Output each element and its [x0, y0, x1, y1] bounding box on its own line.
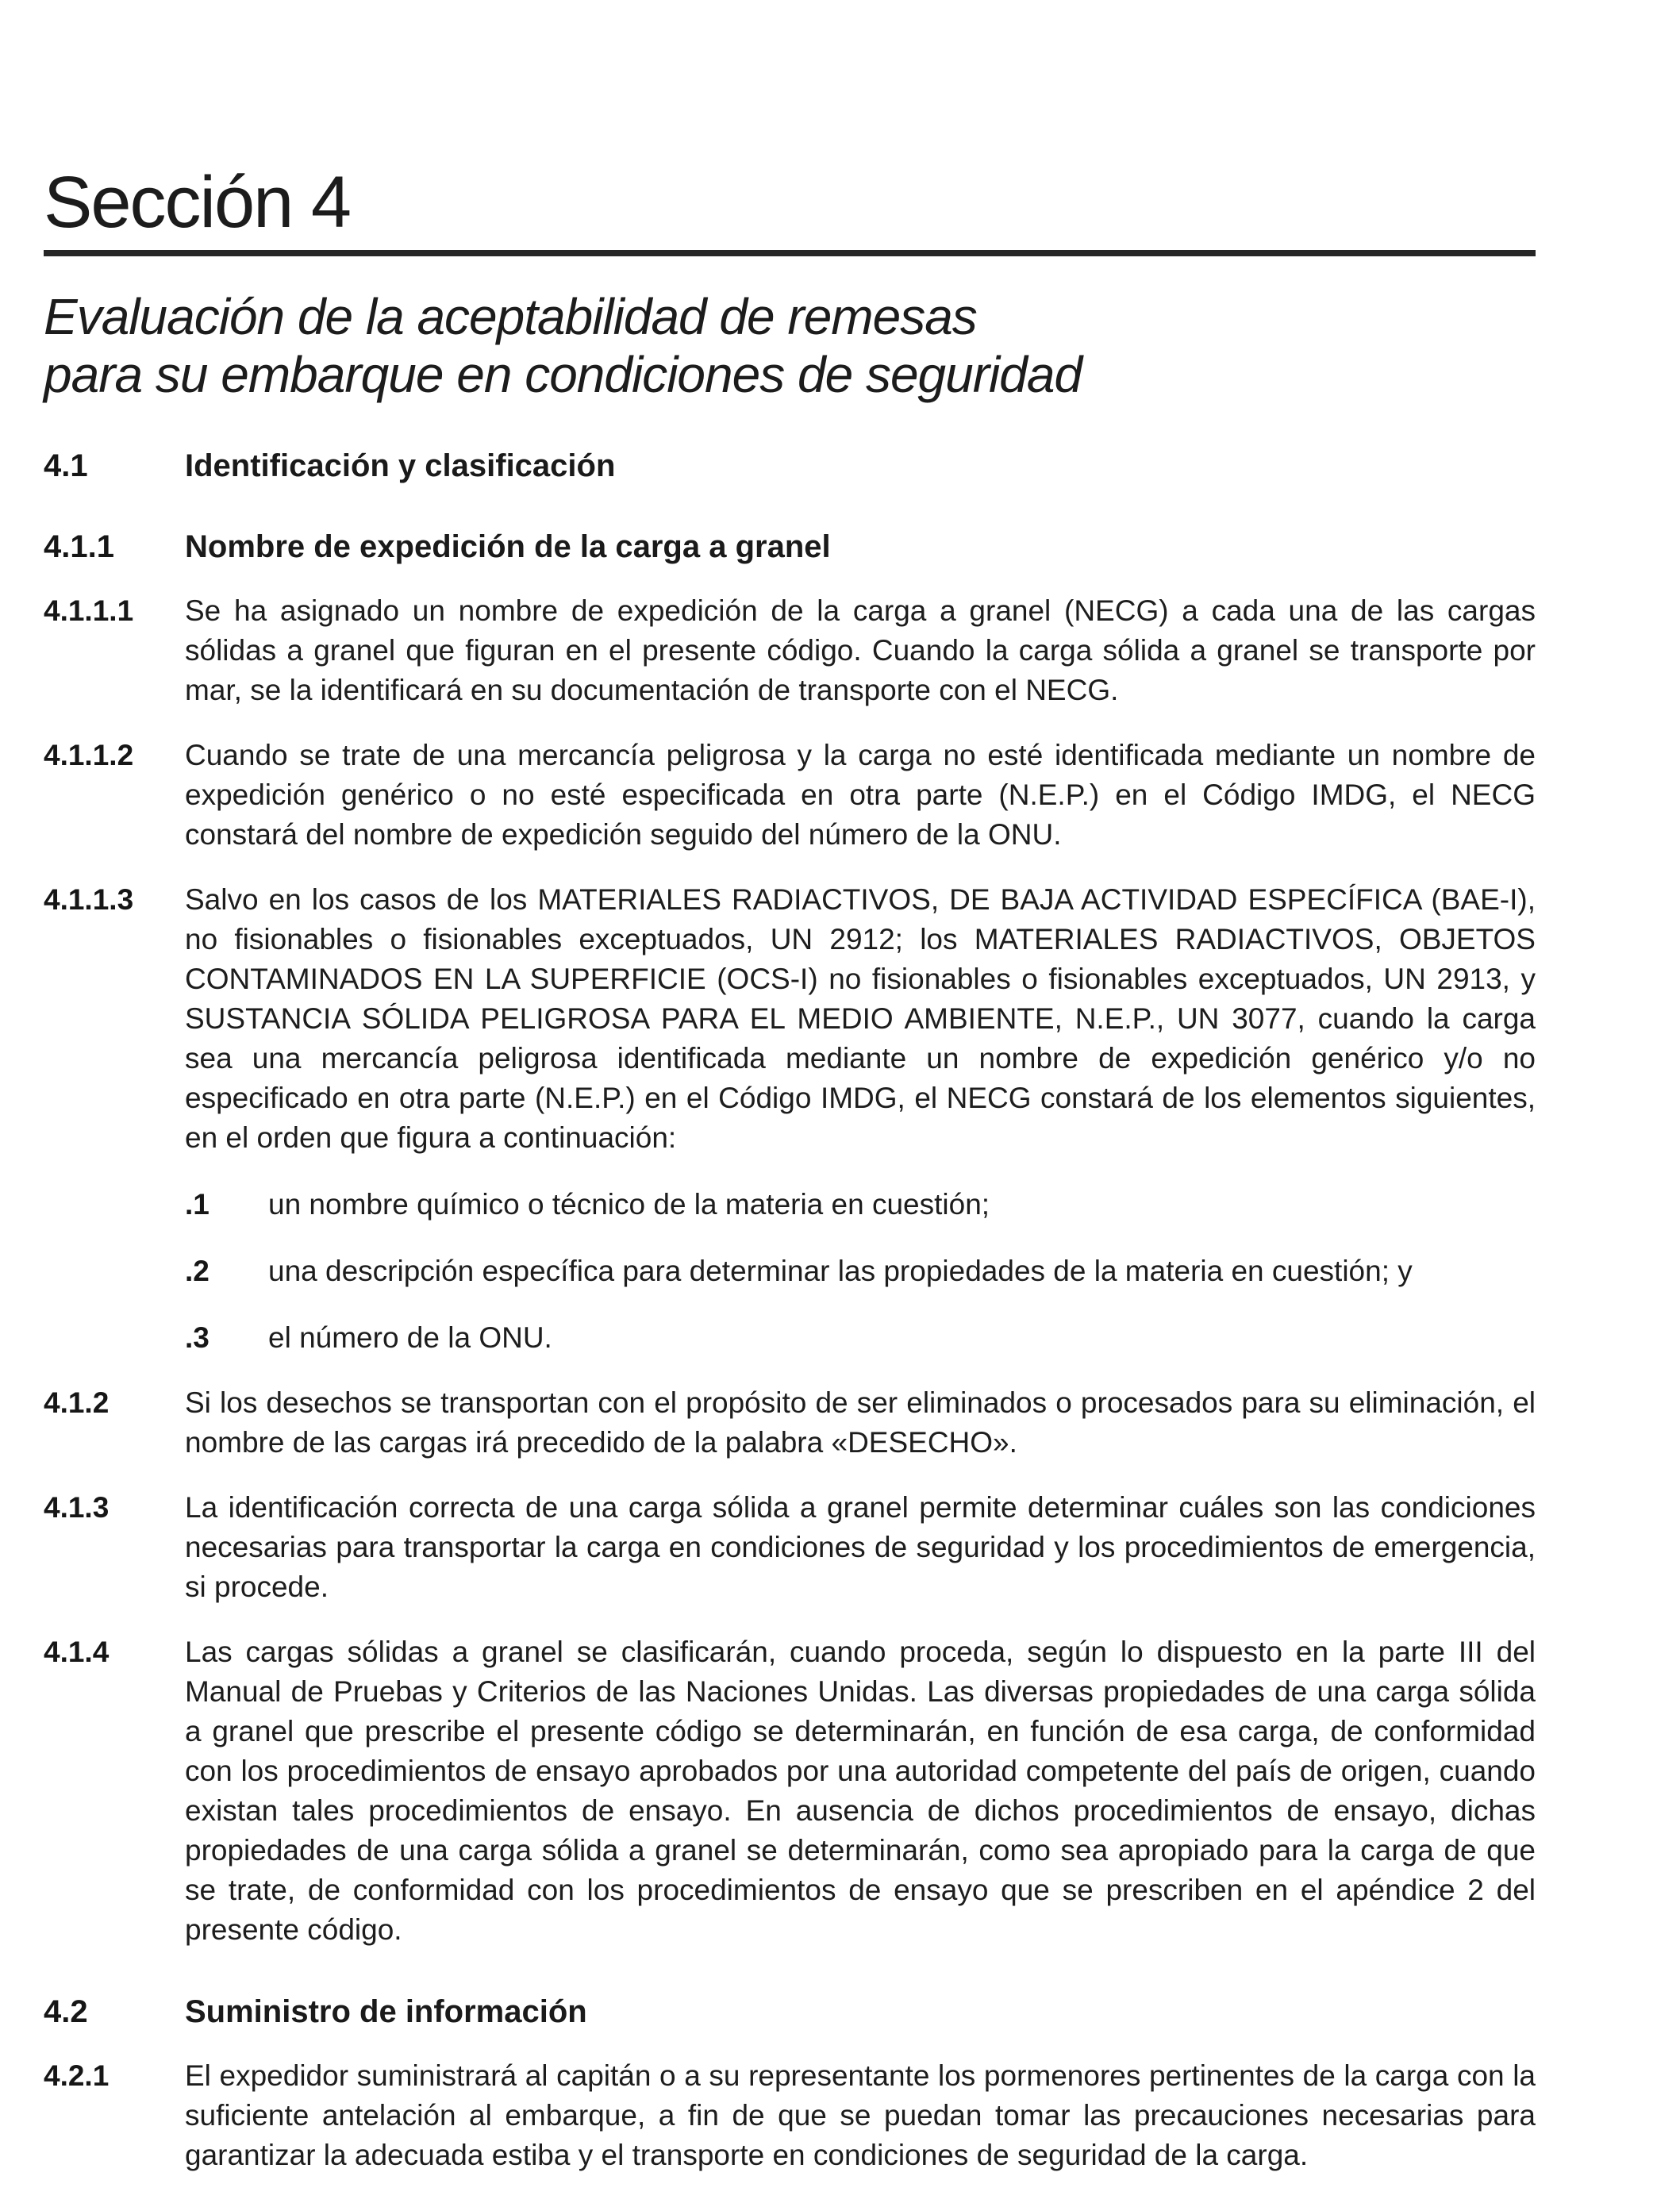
clause-paragraph-text: Se ha asignado un nombre de expedición de la carga a granel (NECG) a cada una de las cargas sólidas a granel que figuran en el presente código. Cuando la carga sólida a granel se transporte por mar, se la identificará en su documentación de transporte con el NECG. — [185, 594, 1536, 706]
clause-paragraph-row — [44, 1383, 1536, 1463]
document-title-line-1: Evaluación de la aceptabilidad de remesas — [44, 288, 977, 345]
clause-heading-row — [44, 447, 1536, 485]
section-divider-rule — [44, 250, 1536, 256]
clause-paragraph-text: Si los desechos se transportan con el propósito de ser eliminados o procesados para su eliminación, el nombre de las cargas irá precedido de la palabra «DESECHO». — [185, 1386, 1536, 1459]
clause-paragraph-text: Salvo en los casos de los MATERIALES RADIACTIVOS, DE BAJA ACTIVIDAD ESPECÍFICA (BAE-I), no fisionables o fisionables exceptuados, UN 2912; los MATERIALES RADIACTIVOS, OBJETOS CONTAMINADOS EN LA SUPERFICIE (OCS-I) no fisionables o fisionables exceptuados, UN 2913, y SUSTANCIA SÓLIDA PELIGROSA PARA EL MEDIO AMBIENTE, N.E.P., UN 3077, cuando la carga sea una mercancía peligrosa identificada mediante un nombre de expedición genérico y/o no especificado en otra parte (N.E.P.) en el Código IMDG, el NECG constará de los elementos siguientes, en el orden que figura a continuación: — [185, 883, 1536, 1154]
clause-number: 4.1.3 — [44, 1491, 110, 1524]
list-item-text: el número de la ONU. — [268, 1321, 552, 1354]
clause-paragraph-row — [44, 2056, 1536, 2175]
list-item-row — [185, 1318, 1536, 1358]
clause-number: 4.1.4 — [44, 1636, 110, 1668]
clause-number: 4.1.1.1 — [44, 594, 134, 627]
clause-number: 4.1.1 — [44, 529, 114, 564]
clause-paragraph-row — [44, 736, 1536, 855]
content-blocks — [44, 447, 1536, 2175]
list-item-text: un nombre químico o técnico de la materia en cuestión; — [268, 1188, 990, 1221]
clause-paragraph-text: El expedidor suministrará al capitán o a su representante los pormenores pertinentes de la carga con la suficiente antelación al embarque, a fin de que se puedan tomar las precauciones necesarias para garantizar la adecuada estiba y el transporte en condiciones de seguridad de la carga. — [185, 2059, 1536, 2171]
clause-heading-text: Identificación y clasificación — [185, 448, 616, 483]
document-title-line-2: para su embarque en condiciones de seguridad — [44, 346, 1082, 403]
clause-heading-text: Nombre de expedición de la carga a granel — [185, 529, 831, 564]
clause-number: 4.1.2 — [44, 1386, 110, 1419]
clause-paragraph-row — [44, 591, 1536, 710]
clause-paragraph-row — [44, 1488, 1536, 1607]
clause-paragraph-text: Las cargas sólidas a granel se clasificarán, cuando proceda, según lo dispuesto en la parte III del Manual de Pruebas y Criterios de las Naciones Unidas. Las diversas propiedades de una carga sólida a granel que prescribe el presente código se determinarán, en función de esa carga, de conformidad con los procedimientos de ensayo aprobados por una autoridad competente del país de origen, cuando existan tales procedimientos de ensayo. En ausencia de dichos procedimientos de ensayo, dichas propiedades de una carga sólida a granel se determinarán, como sea apropiado para la carga de que se trate, de conformidad con los procedimientos de ensayo que se prescriben en el apéndice 2 del presente código. — [185, 1636, 1536, 1946]
clause-number: 4.2 — [44, 1994, 88, 2029]
clause-heading-row — [44, 1993, 1536, 2031]
list-item-number: .3 — [185, 1321, 210, 1354]
list-item-number: .2 — [185, 1255, 210, 1287]
clause-heading-row — [44, 528, 1536, 566]
list-item-row — [185, 1251, 1536, 1291]
clause-number: 4.1.1.3 — [44, 883, 134, 916]
list-item-number: .1 — [185, 1188, 210, 1221]
document-title — [44, 288, 1536, 404]
section-heading: Sección 4 — [44, 162, 351, 243]
clause-number: 4.1 — [44, 448, 88, 483]
clause-paragraph-text: Cuando se trate de una mercancía peligrosa y la carga no esté identificada mediante un nombre de expedición genérico o no esté especificada en otra parte (N.E.P.) en el Código IMDG, el NECG constará del nombre de expedición seguido del número de la ONU. — [185, 739, 1536, 851]
list-item-text: una descripción específica para determinar las propiedades de la materia en cuestión; y — [268, 1255, 1413, 1287]
clause-paragraph-row — [44, 880, 1536, 1158]
clause-heading-text: Suministro de información — [185, 1994, 587, 2029]
clause-paragraph-row — [44, 1632, 1536, 1950]
list-item-row — [185, 1185, 1536, 1225]
clause-number: 4.1.1.2 — [44, 739, 134, 771]
clause-number: 4.2.1 — [44, 2059, 110, 2092]
clause-paragraph-text: La identificación correcta de una carga sólida a granel permite determinar cuáles son las condiciones necesarias para transportar la carga en condiciones de seguridad y los procedimientos de emergencia, si procede. — [185, 1491, 1536, 1603]
